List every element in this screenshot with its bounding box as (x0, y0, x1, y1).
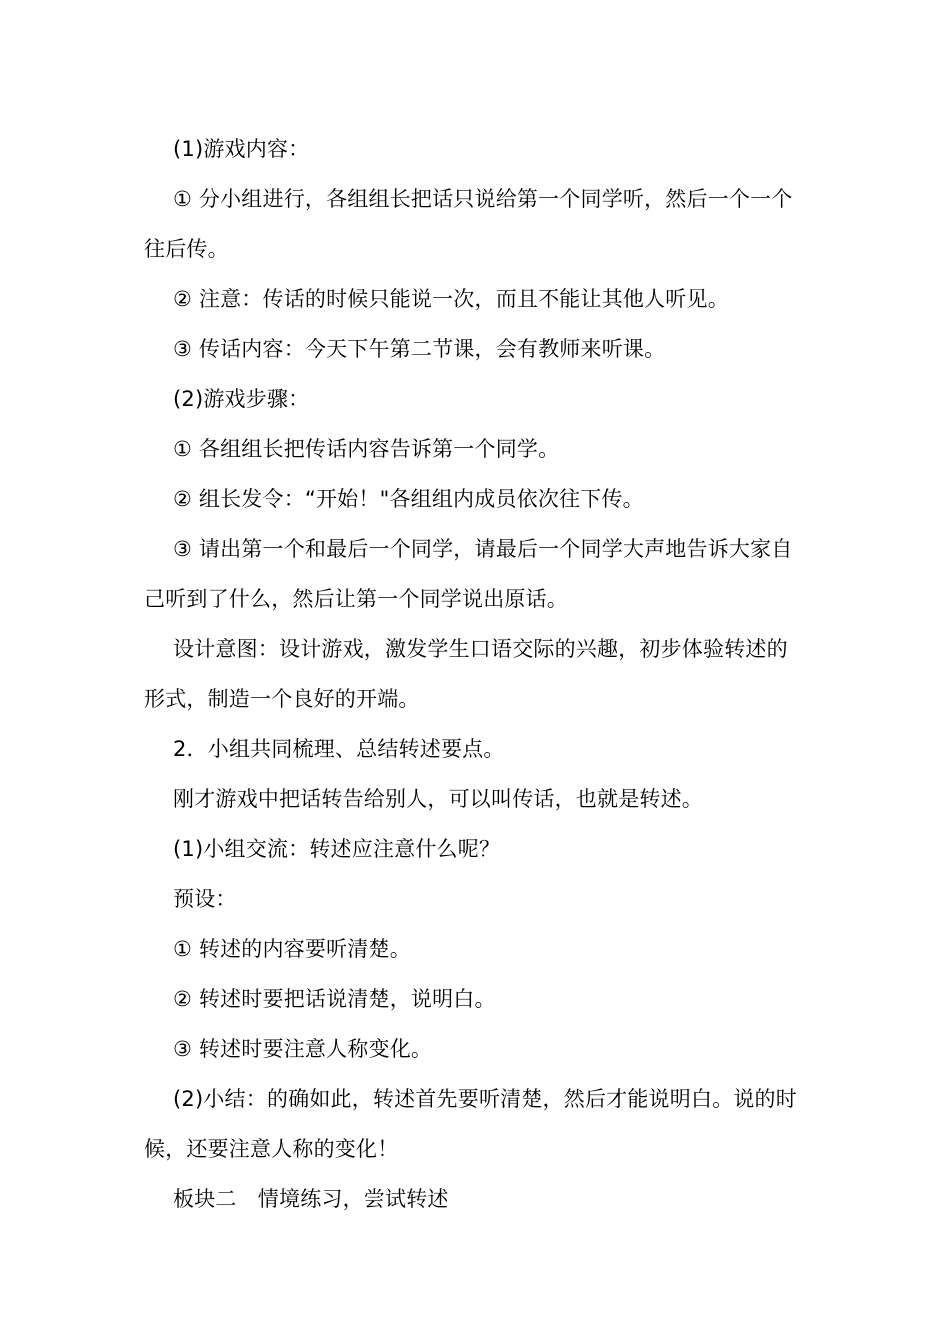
paragraph-group-discussion: (1)小组交流：转述应注意什么呢？ (173, 837, 501, 861)
paragraph-game-steps-heading: (2)游戏步骤： (173, 387, 310, 411)
paragraph-game-steps-item-2: ② 组长发令：“开始！"各组组内成员依次往下传。 (173, 487, 644, 511)
paragraph-game-content-item-3: ③ 传话内容：今天下午第二节课，会有教师来听课。 (173, 337, 666, 361)
paragraph-design-intent: 设计意图：设计游戏，激发学生口语交际的兴趣，初步体验转述的形式，制造一个良好的开端。 (144, 637, 788, 711)
paragraph-preset-item-1: ① 转述的内容要听清楚。 (173, 937, 411, 961)
paragraph-preset-item-2: ② 转述时要把话说清楚，说明白。 (173, 987, 496, 1011)
document-body (144, 124, 808, 1224)
paragraph-summary: (2)小结：的确如此，转述首先要听清楚，然后才能说明白。说的时候，还要注意人称的变化！ (144, 1087, 797, 1161)
paragraph-preset-label: 预设： (173, 887, 237, 911)
paragraph-block-2-heading: 板块二 情境练习，尝试转述 (173, 1187, 449, 1211)
paragraph-game-content-item-2: ② 注意：传话的时候只能说一次，而且不能让其他人听见。 (173, 287, 729, 311)
paragraph-retelling-intro: 刚才游戏中把话转告给别人，可以叫传话，也就是转述。 (173, 787, 703, 811)
paragraph-section-2-heading: 2．小组共同梳理、总结转述要点。 (173, 737, 505, 761)
paragraph-game-content-item-1: ① 分小组进行，各组组长把话只说给第一个同学听，然后一个一个往后传。 (144, 187, 793, 261)
paragraph-preset-item-3: ③ 转述时要注意人称变化。 (173, 1037, 433, 1061)
paragraph-game-content-heading: (1)游戏内容： (173, 137, 310, 161)
paragraph-game-steps-item-1: ① 各组组长把传话内容告诉第一个同学。 (173, 437, 560, 461)
paragraph-game-steps-item-3: ③ 请出第一个和最后一个同学，请最后一个同学大声地告诉大家自己听到了什么，然后让第一个同学说出原话。 (144, 537, 793, 611)
